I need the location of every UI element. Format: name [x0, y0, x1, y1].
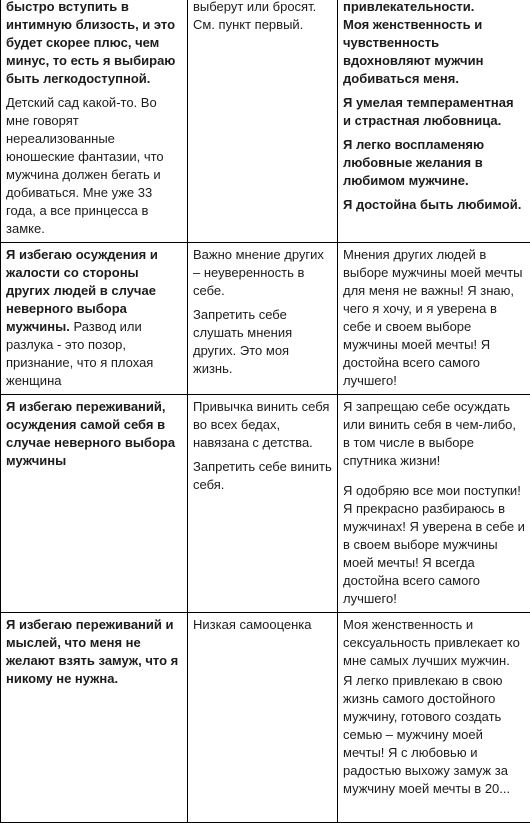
belief-cell [1, 395, 188, 613]
affirmation-text: Я запрещаю себе осуждать или винить себя в чем-либо, в том числе в выборе спутника жизни! [343, 398, 525, 470]
table-row [1, 243, 530, 395]
cause-cell [188, 613, 338, 823]
affirmation-text: Я достойна быть любимой. [343, 196, 525, 214]
affirmation-text: привлекательности. [343, 0, 525, 16]
cause-text: Важно мнение других – неуверенность в себе. [193, 246, 332, 300]
cause-text: выберут или бросят. См. пункт первый. [193, 0, 332, 34]
affirmation-text: Мнения других людей в выборе мужчины моей мечты для меня не важны! Я знаю, чего я хочу, и я уверена в себе и своем выборе мужчины моей мечты! Я достойна всего самого лучшего! [343, 246, 525, 390]
belief-cell [1, 243, 188, 395]
belief-text: Я избегаю осуждения и жалости со стороны других людей в случае неверного выбора мужчины. [6, 247, 158, 334]
affirmation-cell [338, 243, 530, 395]
belief-text: Я избегаю переживаний, осуждения самой себя в случае неверного выбора мужчины [6, 398, 182, 470]
affirmation-text: Я одобряю все мои поступки! Я прекрасно разбираюсь в мужчинах! Я уверена в себе и в своем выборе мужчины моей мечты! Я всегда достойна всего самого лучшего! [343, 482, 525, 608]
cause-text: Привычка винить себя во всех бедах, навязана с детства. [193, 398, 332, 452]
affirmation-text: Моя женственность и чувственность вдохновляют мужчин добиваться меня. [343, 16, 525, 88]
belief-cell [1, 0, 188, 243]
cause-text: Низкая самооценка [193, 616, 332, 634]
belief-comment: Детский сад какой-то. Во мне говорят нереализованные юношеские фантазии, что мужчина должен бегать и добиваться. Мне уже 33 года, а все принцесса в замке. [6, 94, 182, 238]
affirmation-text: Я легко воспламеняю любовные желания в любимом мужчине. [343, 136, 525, 190]
cause-cell [188, 243, 338, 395]
affirmation-cell [338, 613, 530, 823]
belief-text: быстро вступить в интимную близость, и это будет скорее плюс, чем минус, то есть я выбираю быть легкодоступной. [6, 0, 182, 88]
belief-cell [1, 613, 188, 823]
affirmation-text: Моя женственность и сексуальность привлекает ко мне самых лучших мужчин. [343, 616, 525, 670]
belief-comment: Развод или разлука - это позор, признание, что я плохая женщина [6, 319, 153, 388]
table-row [1, 0, 530, 243]
cause-text: Запретить себе слушать мнения других. Это моя жизнь. [193, 306, 332, 378]
cause-text: Запретить себе винить себя. [193, 458, 332, 494]
table-row [1, 395, 530, 613]
cause-cell [188, 395, 338, 613]
table-row [1, 613, 530, 823]
belief-text: Я избегаю переживаний и мыслей, что меня не желают взять замуж, что я никому не нужна. [6, 616, 182, 688]
cause-cell [188, 0, 338, 243]
affirmation-text: Я умелая темпераментная и страстная любовница. [343, 94, 525, 130]
affirmation-cell [338, 0, 530, 243]
affirmation-cell [338, 395, 530, 613]
affirmation-text: Я легко привлекаю в свою жизнь самого достойного мужчину, готового создать семью – мужчину моей мечты! Я с любовью и радостью выхожу замуж за мужчину моей мечты в 20... [343, 672, 525, 798]
